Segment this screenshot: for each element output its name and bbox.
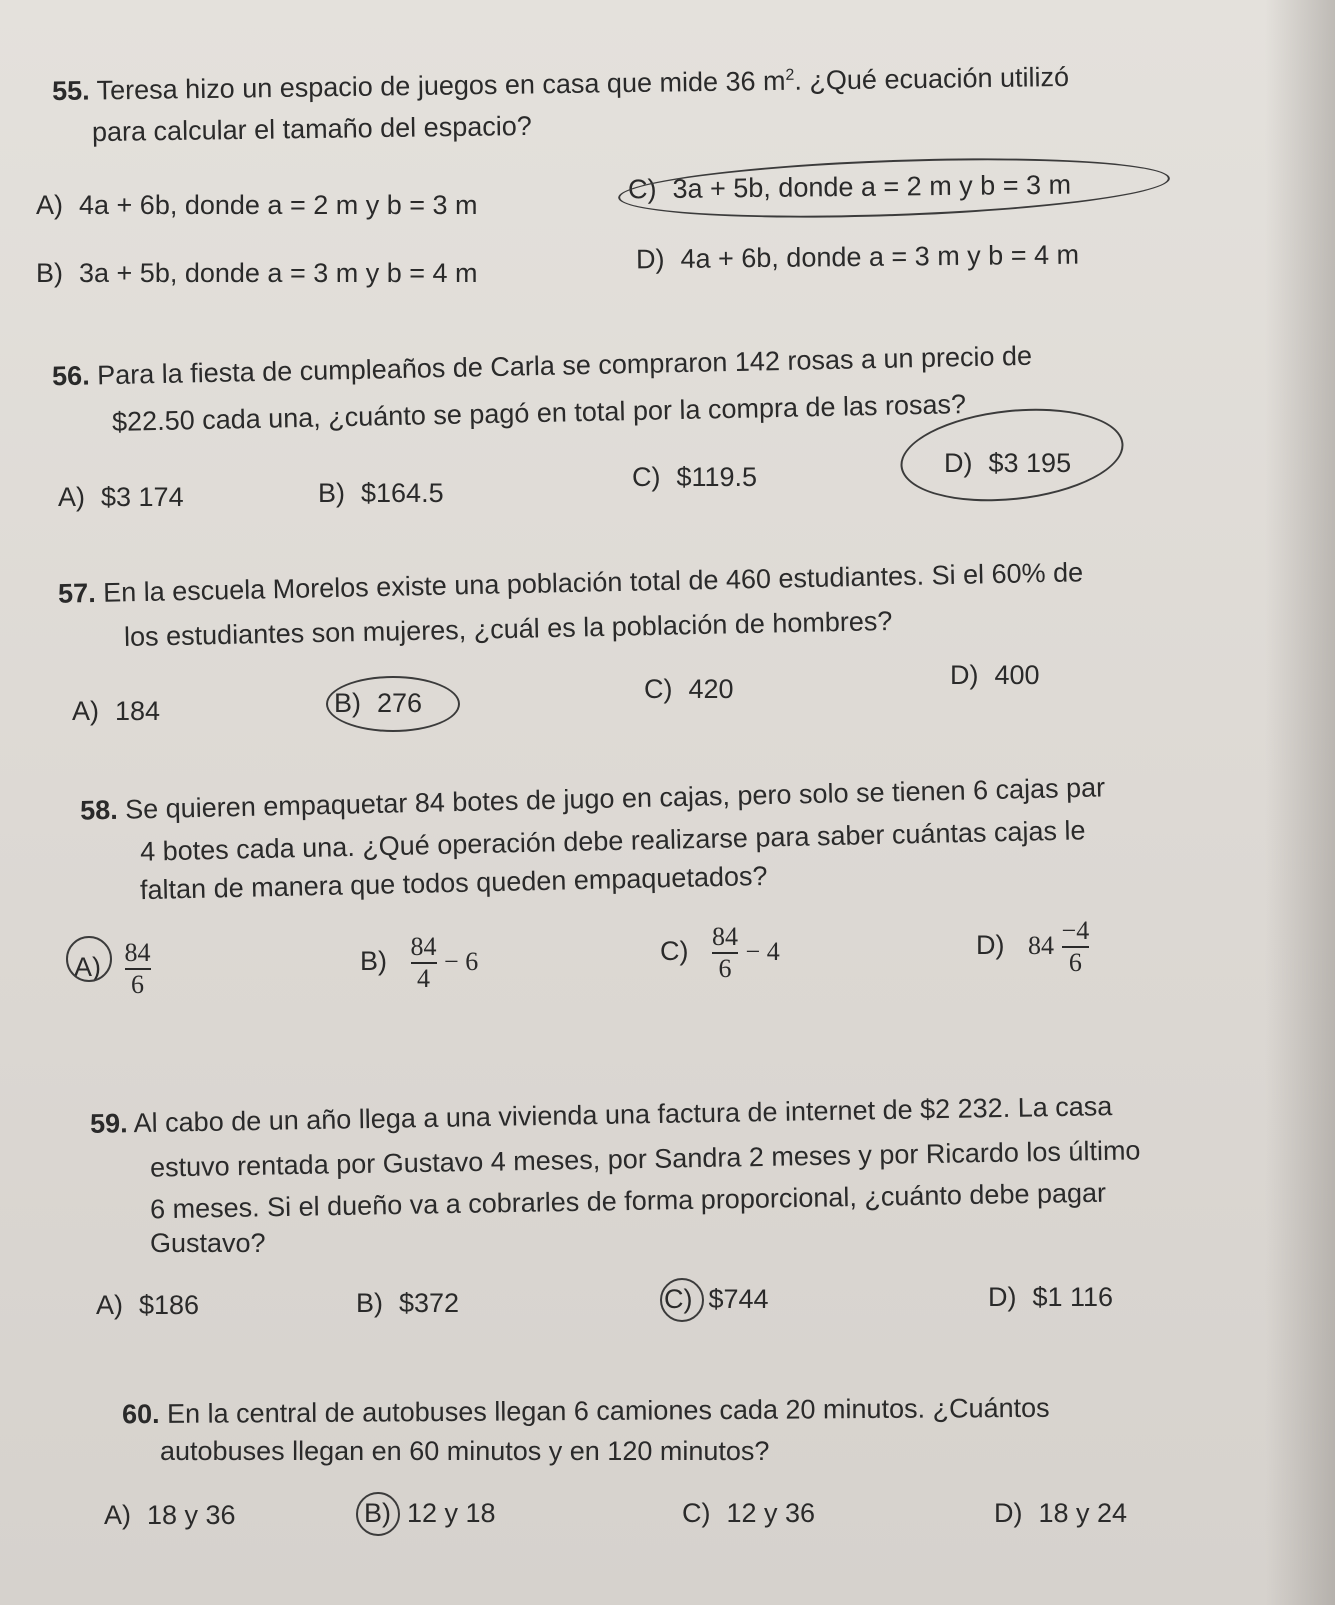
q56-option-b[interactable] — [318, 476, 444, 510]
q56-option-d-letter: D) — [944, 448, 973, 478]
q56-option-a-letter: A) — [58, 482, 85, 512]
q57-option-d-letter: D) — [950, 660, 979, 690]
q59-number: 59. — [89, 1108, 128, 1139]
q59-stem-line-2: estuvo rentada por Gustavo 4 meses, por Sandra 2 meses y por Ricardo los último — [149, 1135, 1141, 1183]
q58-option-b-tail: − 6 — [444, 947, 479, 977]
q60-text-1: En la central de autobuses llegan 6 camiones cada 20 minutos. ¿Cuántos — [166, 1392, 1050, 1429]
q58-option-d-lead: 84 — [1028, 931, 1055, 961]
q57-stem-line-1 — [58, 551, 1084, 614]
q56-option-c-letter: C) — [632, 462, 661, 492]
q60-answer-circle — [356, 1492, 400, 1536]
q58-text-1: Se quieren empaquetar 84 botes de jugo en cajas, pero solo se tienen 6 cajas par — [124, 772, 1106, 825]
q58-option-d-numerator: −4 — [1061, 916, 1090, 945]
q55-option-d-letter: D) — [635, 244, 665, 275]
q58-option-c-letter: C) — [660, 936, 689, 967]
q57-option-d[interactable] — [950, 658, 1040, 692]
q58-option-b-numerator: 84 — [410, 932, 437, 961]
q55-stem-line-1 — [52, 51, 1070, 112]
q58-option-b[interactable] — [360, 932, 478, 994]
q59-option-a-letter: A) — [96, 1290, 123, 1320]
q57-option-c-text: 420 — [688, 674, 734, 704]
page-shadow — [1265, 0, 1335, 1605]
q59-option-c-letter: C) — [664, 1284, 693, 1314]
q56-option-b-text: $164.5 — [361, 478, 444, 508]
q55-option-a[interactable] — [36, 188, 478, 222]
q59-text-1: Al cabo de un año llega a una vivienda una factura de internet de $2 232. La casa — [133, 1091, 1113, 1139]
q60-option-c[interactable] — [682, 1496, 815, 1530]
q56-option-a[interactable] — [58, 480, 184, 514]
q60-option-b-letter: B) — [364, 1498, 391, 1528]
q58-stem-line-2: 4 botes cada una. ¿Qué operación debe realizarse para saber cuántas cajas le — [139, 815, 1086, 867]
q58-option-b-denominator: 4 — [417, 964, 431, 993]
q60-stem-line-2: autobuses llegan en 60 minutos y en 120 minutos? — [160, 1436, 770, 1466]
q60-number: 60. — [121, 1398, 160, 1430]
q55-stem-line-2: para calcular el tamaño del espacio? — [91, 110, 532, 148]
q58-option-c-tail: − 4 — [745, 937, 780, 967]
q58-option-d[interactable] — [976, 916, 1089, 978]
q57-option-c-letter: C) — [644, 674, 673, 704]
q58-option-c-fraction — [712, 922, 738, 984]
q59-answer-circle — [660, 1278, 704, 1322]
q56-text-1: Para la fiesta de cumpleaños de Carla se compraron 142 rosas a un precio de — [96, 340, 1033, 391]
q57-option-b-text: 276 — [377, 688, 423, 718]
q57-text-1: En la escuela Morelos existe una población total de 460 estudiantes. Si el 60% de — [102, 557, 1084, 608]
q58-option-c-numerator: 84 — [712, 922, 739, 951]
q59-option-b[interactable] — [356, 1286, 459, 1320]
q59-option-c-text: $744 — [708, 1284, 769, 1314]
q55-option-b[interactable] — [36, 256, 478, 290]
q58-option-d-letter: D) — [976, 930, 1005, 961]
q59-stem-line-3: 6 meses. Si el dueño va a cobrarles de forma proporcional, ¿cuánto debe pagar — [149, 1177, 1107, 1225]
q58-option-d-fraction — [1062, 916, 1090, 978]
q58-option-c-denominator: 6 — [718, 954, 732, 983]
q58-answer-circle — [66, 936, 112, 982]
q57-option-c[interactable] — [644, 672, 734, 706]
q55-option-a-letter: A) — [36, 190, 63, 220]
q59-option-d-text: $1 116 — [1032, 1282, 1114, 1312]
q59-stem-line-4: Gustavo? — [150, 1228, 266, 1258]
q58-option-b-letter: B) — [360, 946, 387, 977]
q58-option-a-letter: A) — [74, 952, 101, 983]
q57-option-a-text: 184 — [115, 696, 161, 726]
q56-stem-line-2: $22.50 cada una, ¿cuánto se pagó en total por la compra de las rosas? — [111, 389, 967, 437]
q59-option-a-text: $186 — [139, 1290, 200, 1320]
q60-option-d[interactable] — [994, 1496, 1127, 1530]
q60-option-a[interactable] — [104, 1498, 236, 1532]
q56-option-d-text: $3 195 — [988, 448, 1072, 478]
q60-option-a-text: 18 y 36 — [147, 1500, 236, 1530]
q56-option-c-text: $119.5 — [676, 462, 758, 492]
q59-option-a[interactable] — [96, 1288, 199, 1322]
q55-option-d[interactable] — [636, 238, 1079, 277]
q57-option-a-letter: A) — [72, 696, 99, 726]
q59-option-d[interactable] — [988, 1280, 1113, 1314]
q59-option-d-letter: D) — [988, 1282, 1017, 1312]
q60-option-c-letter: C) — [682, 1498, 711, 1528]
q59-option-b-letter: B) — [356, 1288, 383, 1318]
q58-option-a-denominator: 6 — [131, 970, 145, 999]
q56-option-a-text: $3 174 — [101, 482, 184, 512]
q55-option-c-text: 3a + 5b, donde a = 2 m y b = 3 m — [672, 169, 1072, 204]
q58-option-b-fraction — [411, 932, 437, 994]
q59-option-b-text: $372 — [399, 1288, 460, 1318]
q57-option-b-letter: B) — [334, 688, 361, 718]
q60-option-d-letter: D) — [994, 1498, 1023, 1528]
q55-option-a-text: 4a + 6b, donde a = 2 m y b = 3 m — [79, 190, 478, 220]
q57-answer-circle — [326, 676, 460, 732]
q60-option-d-text: 18 y 24 — [1038, 1498, 1128, 1528]
q55-number: 55. — [51, 75, 90, 107]
q55-option-d-text: 4a + 6b, donde a = 3 m y b = 4 m — [680, 239, 1080, 274]
q58-stem-line-3: faltan de manera que todos queden empaquetados? — [139, 860, 768, 906]
q58-option-a-fraction — [125, 938, 151, 1000]
q57-option-a[interactable] — [72, 694, 160, 728]
q57-option-d-text: 400 — [994, 660, 1040, 690]
q58-option-d-denominator: 6 — [1068, 948, 1082, 977]
q60-option-c-text: 12 y 36 — [726, 1498, 816, 1528]
q57-stem-line-2: los estudiantes son mujeres, ¿cuál es la población de hombres? — [123, 605, 893, 653]
q60-stem-line-1 — [122, 1387, 1050, 1435]
q57-number: 57. — [57, 577, 96, 609]
q60-option-b-text: 12 y 18 — [407, 1498, 496, 1528]
q55-option-c-letter: C) — [627, 174, 657, 205]
q56-option-b-letter: B) — [318, 478, 345, 508]
q58-option-a-numerator: 84 — [124, 938, 151, 967]
q55-superscript: 2 — [785, 66, 795, 84]
q55-answer-circle — [617, 150, 1171, 225]
q55-option-b-text: 3a + 5b, donde a = 3 m y b = 4 m — [79, 258, 478, 288]
q60-option-a-letter: A) — [104, 1500, 131, 1530]
q56-number: 56. — [51, 360, 90, 392]
q55-option-b-letter: B) — [36, 258, 63, 288]
q58-number: 58. — [79, 794, 119, 826]
q58-option-c[interactable] — [660, 922, 780, 984]
q55-text-1: Teresa hizo un espacio de juegos en casa que mide 36 m — [96, 65, 786, 106]
q55-text-tail: . ¿Qué ecuación utilizó — [794, 61, 1070, 96]
q56-option-c[interactable] — [632, 460, 757, 494]
